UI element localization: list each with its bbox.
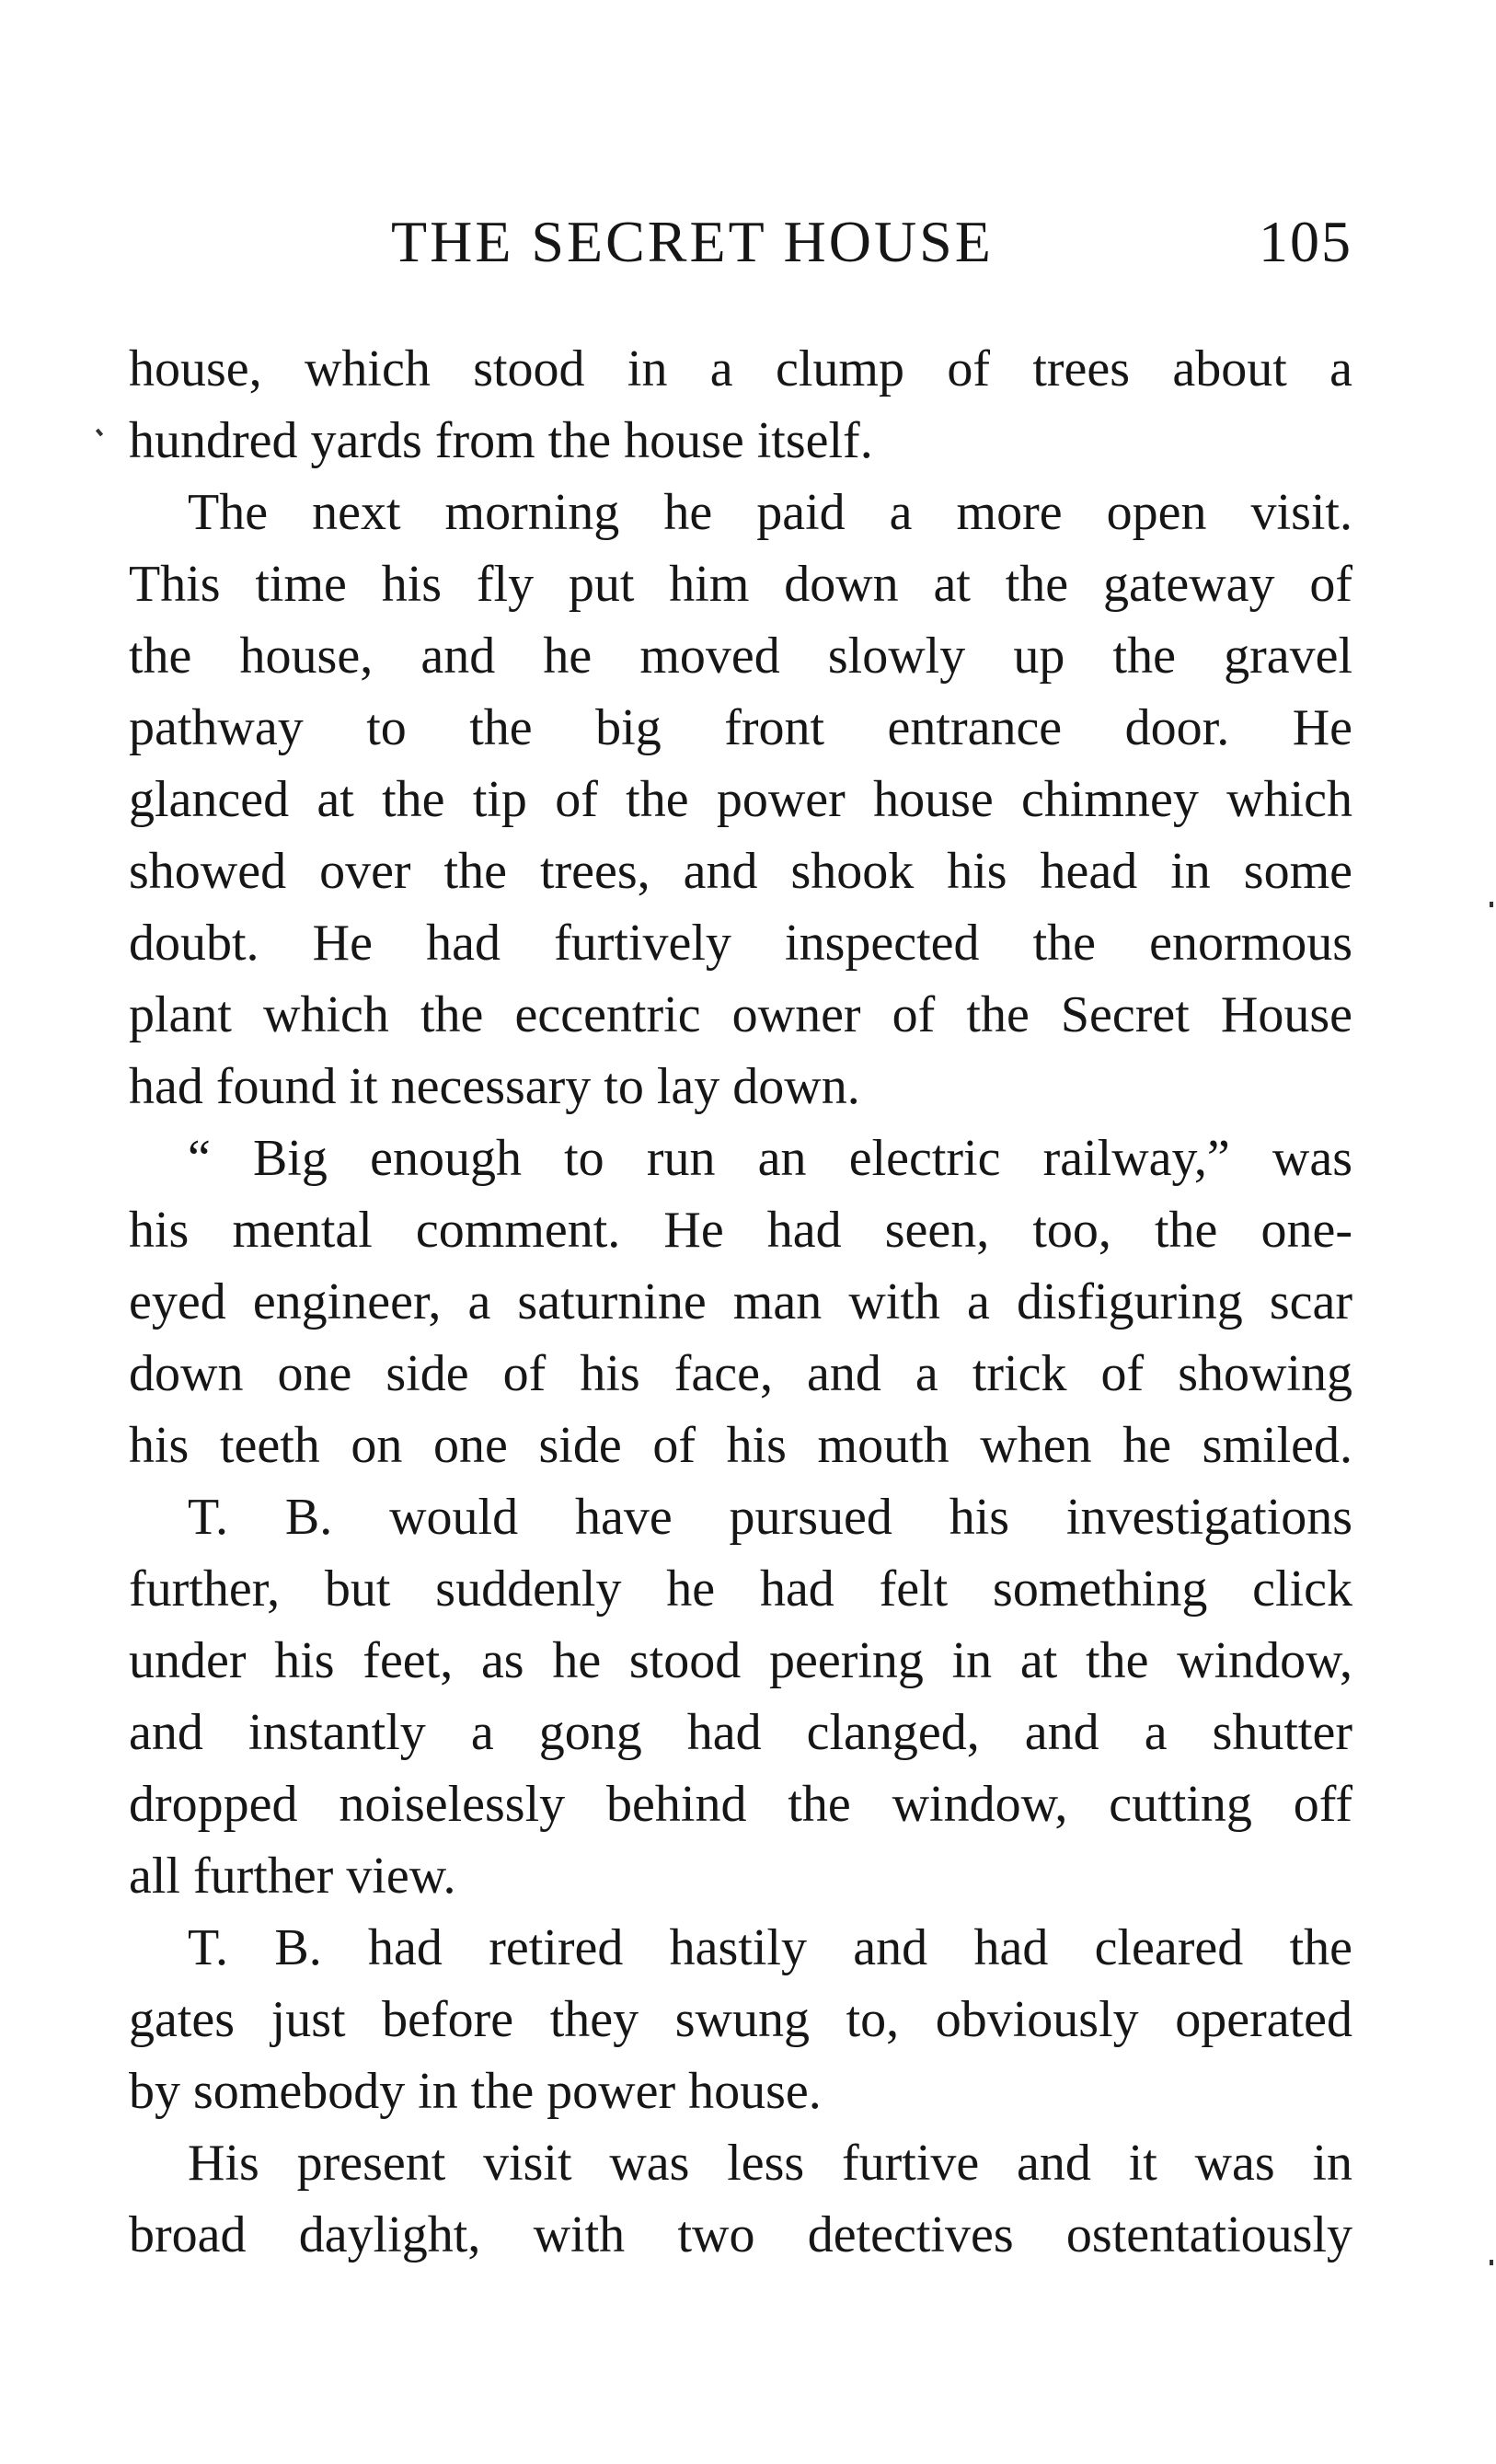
text-line: broad daylight, with two detectives ostentatiously: [129, 2206, 1352, 2263]
running-title: THE SECRET HOUSE: [391, 209, 994, 274]
text-line: eyed engineer, a saturnine man with a disfiguring scar: [129, 1273, 1352, 1330]
text-line: the house, and he moved slowly up the gravel: [129, 628, 1352, 685]
scan-mark: [1490, 902, 1493, 907]
text-line: gates just before they swung to, obviously operated: [129, 1991, 1352, 2048]
text-line: house, which stood in a clump of trees about a: [129, 340, 1352, 397]
scan-mark: [96, 429, 103, 437]
text-line: down one side of his face, and a trick of showing: [129, 1345, 1352, 1402]
text-line: had found it necessary to lay down.: [129, 1058, 860, 1115]
text-line: This time his fly put him down at the gateway of: [129, 556, 1352, 613]
text-line: all further view.: [129, 1848, 456, 1905]
text-line: showed over the trees, and shook his head in some: [129, 843, 1352, 900]
text-line: and instantly a gong had clanged, and a shutter: [129, 1704, 1352, 1761]
text-line: T. B. would have pursued his investigations: [188, 1489, 1352, 1546]
text-line: further, but suddenly he had felt something click: [129, 1560, 1352, 1618]
text-line: His present visit was less furtive and it was in: [188, 2135, 1352, 2192]
text-line: glanced at the tip of the power house chimney which: [129, 771, 1352, 828]
text-line: hundred yards from the house itself.: [129, 412, 873, 469]
text-line: by somebody in the power house.: [129, 2063, 822, 2120]
text-line: his mental comment. He had seen, too, the one-: [129, 1202, 1352, 1259]
text-line: T. B. had retired hastily and had cleared the: [188, 1919, 1352, 1976]
scan-mark: [1490, 2260, 1493, 2265]
page-header: [129, 201, 1352, 283]
text-line: pathway to the big front entrance door. He: [129, 699, 1352, 756]
text-line: The next morning he paid a more open visit.: [188, 484, 1352, 541]
text-line: “ Big enough to run an electric railway,” was: [188, 1130, 1352, 1187]
text-line: his teeth on one side of his mouth when he smiled.: [129, 1417, 1352, 1474]
body-text: [129, 333, 1352, 2271]
text-line: doubt. He had furtively inspected the enormous: [129, 915, 1352, 972]
text-line: under his feet, as he stood peering in at the window,: [129, 1632, 1352, 1689]
text-line: plant which the eccentric owner of the Secret House: [129, 986, 1352, 1043]
page-number: 105: [1259, 209, 1352, 274]
text-line: dropped noiselessly behind the window, cutting off: [129, 1776, 1352, 1833]
